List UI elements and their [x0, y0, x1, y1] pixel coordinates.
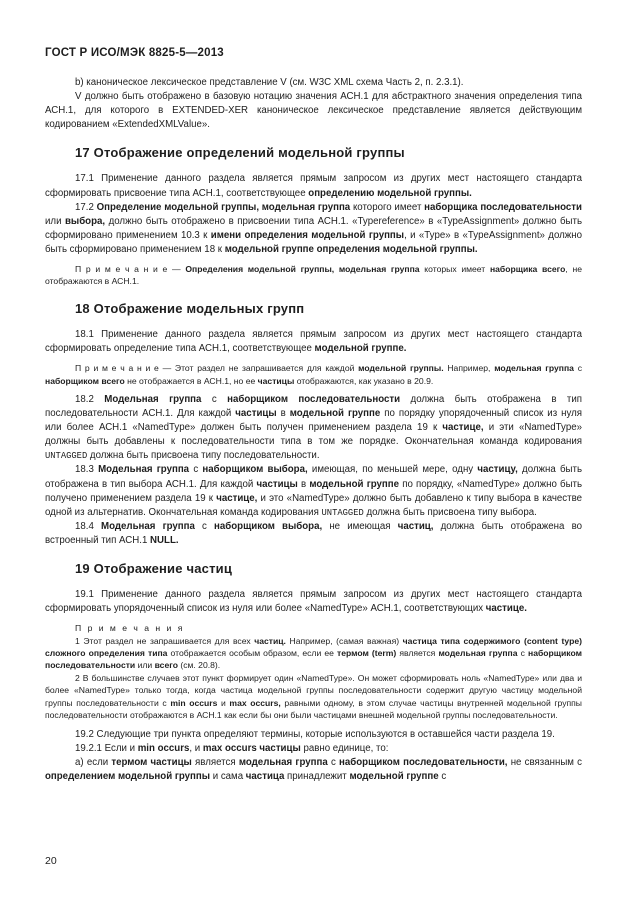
page-number: 20: [45, 855, 57, 867]
clause-18-2: 18.2 Модельная группа с наборщиком последовательности должна быть отображена в тип последовательности АСН.1. Для каждой частицы в модельной группе по порядку упорядоченный список из нуля или более АСН.1 «NamedType» должен быть получен применением раздела 19 к частице, и эти «NamedType» должны быть добавлены к последовательности типа в том же порядке. Окончательная команда кодирования UNTAGGED должна быть присвоена типу последовательности.: [45, 393, 583, 462]
clause-18-1: 18.1 Применение данного раздела является прямым запросом из других мест настоящего стандарта сформировать определение типа АСН.1, соответствующее модельной группе.: [45, 328, 582, 355]
section-17-heading: 17 Отображение определений модельной группы: [75, 145, 405, 161]
note-17: П р и м е ч а н и е — Определения модельной группы, модельная группа которых имеет наборщика всего, не отображаются в АСН.1.: [45, 264, 582, 287]
clause-19-2-1-a: а) если термом частицы является модельная группа с наборщиком последовательности, не связанным с определением модельной группы и сама частица принадлежит модельной группе с: [45, 756, 583, 782]
clause-19-2: 19.2 Следующие три пункта определяют термины, которые используются в оставшейся части раздела 19.: [75, 728, 555, 740]
clause-19-2-1: 19.2.1 Если и min occurs, и max occurs частицы равно единице, то:: [75, 742, 389, 754]
clause-18-4: 18.4 Модельная группа с наборщиком выбора, не имеющая частиц, должна быть отображена во встроенный тип АСН.1 NULL.: [45, 520, 582, 546]
intro-item-b: b) каноническое лексическое представление V (см. W3C XML схема Часть 2, п. 2.3.1).: [75, 77, 464, 88]
note-18: П р и м е ч а н и е — Этот раздел не запрашивается для каждой модельной группы. Например, модельная группа с наборщиком всего не отображается в АСН.1, но ее частицы отображаются, как указано в 20.9.: [45, 363, 582, 386]
clause-17-1: 17.1 Применение данного раздела является прямым запросом из других мест настоящего стандарта сформировать присвоение типа АСН.1, соответствующее определению модельной группы.: [45, 173, 582, 199]
notes-label-19: П р и м е ч а н и я: [75, 623, 185, 634]
running-header: ГОСТ Р ИСО/МЭК 8825-5—2013: [45, 47, 224, 59]
clause-18-3: 18.3 Модельная группа с наборщиком выбора, имеющая, по меньшей мере, одну частицу, должна быть отображена в тип выбора АСН.1. Для каждой частицы в модельной группе по порядку, «NamedType» должно быть получено применением раздела 19 к частице, и это «NamedType» должно быть добавлено к типу выбора в качестве одной из альтернатив. Окончательная команда кодирования UNTAGGED должна быть присвоена типу выбора.: [45, 464, 583, 518]
clause-17-2: 17.2 Определение модельной группы, модельная группа которого имеет наборщика последовательности или выбора, должно быть отображено в присвоении типа АСН.1. «Typereference» в «TypeAssignment» должно быть сформировано применением 10.3 к имени определения модельной группы, и «Type» в «TypeAssignment» должно быть сформировано применением 18 к модельной группе определения модельной группы.: [45, 201, 583, 255]
note-19-2: 2 В большинстве случаев этот пункт формирует один «NamedType». Он может сформировать ноль «NamedType» или два и более «NamedType» только тогда, когда частица модельной группы последовательности содержит другую частицу модельной группы последовательности с min occurs и max occurs, равными одному, в этом случае частицы внутренней модельной группы последовательности отображаются в АСН.1 как если бы они были частицами внешней модельной группы последовательности.: [45, 672, 582, 721]
note-19-1: 1 Этот раздел не запрашивается для всех частиц. Например, (самая важная) частица типа содержимого (content type) сложного определения типа отображается особым образом, если ее термом (term) является модельная группа с наборщиком последовательности или всего (см. 20.8).: [45, 635, 582, 671]
clause-19-1: 19.1 Применение данного раздела является прямым запросом из других мест настоящего стандарта сформировать упорядоченный список из нуля или более «NamedType» АСН.1, соответствующих частице.: [45, 589, 582, 615]
intro-paragraph: V должно быть отображено в базовую нотацию значения АСН.1 для абстрактного значения определения типа АСН.1, для которого в EXTENDED-XER каноническое лексическое представление является действующим кодированием «ExtendedXMLValue».: [45, 91, 582, 131]
section-18-heading: 18 Отображение модельных групп: [75, 300, 305, 316]
section-19-heading: 19 Отображение частиц: [75, 560, 233, 576]
page-content: [45, 76, 582, 784]
